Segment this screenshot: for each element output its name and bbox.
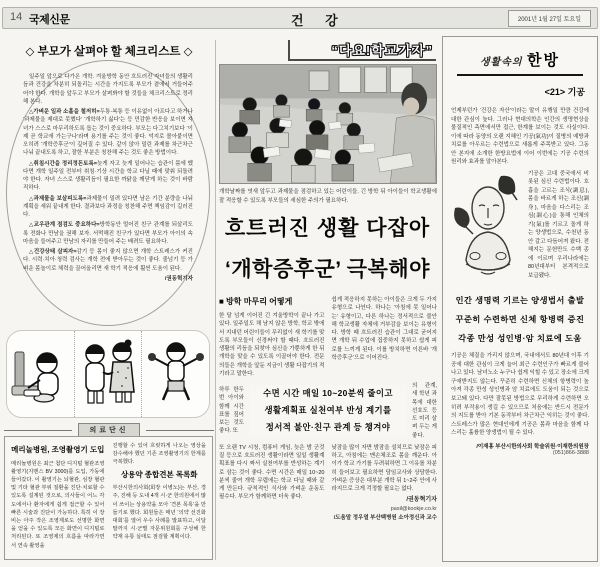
briefs-section-label: 의료단신 [78, 423, 139, 437]
reporter-email: pasil@kookje.co.kr [390, 506, 437, 513]
meditation-illustration [451, 172, 523, 284]
cartoon-handshake-icon [74, 331, 142, 417]
checklist-item: △건강상태 살피자=감기 등 몸이 좋지 않으면 개학 스트레스가 커진다. 시력·치아·청력 검사는 개학 전에 받아두는 것이 좋다. 줄넘기 등 가벼운 몸놀이로 체력을 끌어올리면 새 학기 적응에 훨씬 도움이 된다. [23, 249, 193, 272]
hanbang-pullquote [451, 291, 589, 349]
advisor-credit: /도움말 정우열 부산백병원 소아정신과 교수 [333, 514, 437, 521]
headline-line-2: ‘개학증후군’ 극복해야 [225, 258, 430, 281]
briefs-box [4, 436, 213, 560]
newspaper-logo: 국제신문 [29, 14, 70, 26]
hanbang-header-script: 생활속의 [479, 57, 523, 68]
cartoon-exercise-icon [141, 331, 209, 417]
body-column: 또 오랜 TV 시청, 컴퓨터 게임, 늦은 밤 군것질 등으로 흐트러진 생활이라면 일일 생활계획표를 다시 짜서 실천여부를 반성하는 계기로 삼는 것이 좋다. 수면 시간은 매일 10~20분씩 줄여 개학 무렵에는 학교 다닐 때와 같게 만든다. 규칙적인 식사와 가벼운 운동도 필수다. 부모가 함께하면 더욱 좋다. [219, 444, 325, 501]
briefs-column-2 [113, 442, 207, 554]
article-subhead: ■ 방학 마무리 어떻게 [219, 297, 293, 306]
checklist-item: △과제물을 보살피도록=과제물이 밀려 있다면 남은 기간 분량을 나눠 계획을 세워 끝내게 한다. 결과보다 과정을 칭찬해 주면 책임감이 길러진다. [23, 195, 193, 218]
brief-body: 메리놀병원은 최근 첨단 디지털 혈관조영촬영기(지멘스 BV 3000)를 도입, 가동에 들어갔다. 이 촬영기는 뇌혈관, 심장 혈관 및 기타 혈관 부위 질환을 진단·치료할 수 있도록 설계된 것으로, 의사들이 어느 각도에서나 환자에게 쉽게 접근할 수 있어 빠른 시술과 진단이 가능하다. 특히 이 장비는 아주 작은 조영제로도 선명한 화면을 얻을 수 있도록 모든 화면이 디지털로 처리된다. 또 조영제의 흐름을 따라가면서 연속 촬영을 [11, 460, 105, 549]
brief-body: 부산시한의사회(회장 이병노)는 부산, 경주, 진해 등 도내 4개 시·군 한의원에서 많이 쓰이는 상용약을 모아 ‘견본 목록’을 만들기로 했다. 회원들은 매년 ‘의약 선진화대회’를 열어 우수 사례를 발표하고, 이달 말까지 시·군별 자문위원회를 구성해 한약재 유통 실태도 점검할 계획이다. [112, 485, 206, 541]
hanbang-header [457, 49, 583, 76]
section-title: 건 강 [291, 13, 347, 28]
checklist-body [23, 73, 193, 315]
series-label: <21> 기공 [544, 87, 585, 97]
checklist-title: ◇ 부모가 살펴야 할 체크리스트 ◇ [25, 46, 193, 58]
hanbang-pullquote-line: 꾸준히 수련하면 신체 항병력 증진 [455, 314, 585, 324]
checklist-article [6, 60, 210, 326]
hanbang-side-text: 기공은 고대 중국에서 비롯된 심신 수련법이다. 호흡을 고르는 조식(調息), 몸을 바르게 하는 조신(調身), 마음을 다스리는 조심(調心)을 통해 인체의 기(氣)를 기르고 돌게 하는 양생법으로, 수천년 동안 갈고 다듬어져 왔다. 전해지는 문헌만도 수백 종에 이르며 우리나라에는 80년대부터 본격적으로 보급됐다. [528, 170, 589, 279]
campaign-banner [288, 40, 436, 61]
body-band-top [219, 296, 437, 378]
checklist-byline: /권동혁기자 [164, 275, 193, 282]
classroom-photo [219, 64, 437, 184]
hanbang-pullquote-line: 인간 생명력 기르는 양생법서 출발 [455, 295, 585, 305]
campaign-banner-text: “다요!학교가자” [331, 43, 433, 58]
headline-line-1: 흐트러진 생활 다잡아 [224, 217, 431, 240]
checklist-item: △교우관계 점검도 중요하다=방학동안 멀어진 친구 관계를 되살리도록 전화나 만남을 권해 보자. 서먹해진 친구가 있다면 부모가 아이의 속마음을 들어주고 만남의 자리를 만들어 주는 배려도 필요하다. [23, 222, 193, 245]
hanbang-header-title: 한방 [527, 52, 561, 69]
cartoon-strip [6, 330, 210, 418]
brief-body-continued: 진행할 수 있어 흐릿하게 나오는 영상을 감수해야 했던 기존 조영촬영기의 한계를 극복했다. [112, 443, 206, 466]
body-column: ■ 방학 마무리 어떻게 한 달 넘게 이어진 긴 겨울방학이 끝나 가고 있다. 일주일도 채 남지 않은 방학, 학교 밖에서 지내던 어린이들이 무리없이 새 학기를 맞도록 부모들이 신경써야 할 때다. 흐트러진 생활의 리듬을 되찾아 심신을 가뿐하게 한 뒤 개학을 맞을 수 있도록 이끌어야 한다. 전문의들은 개학을 앞둔 지금이 생활 다잡기의 적기라고 말한다. [219, 297, 325, 377]
pullquote-band [219, 382, 437, 440]
hanbang-mid-section [451, 170, 589, 286]
cartoon-homework-icon [7, 331, 74, 417]
body-column: 쉽게 적응하지 못하는 아이들은 크게 두 가지 유형으로 나뉜다. 하나는 ‘아침에 못 일어나는’ 유형이고, 다른 하나는 정서적으로 불안해 학교생활 자체에 거부감을 보이는 유형이다. 방학 때 흐트러진 습관이 그대로 굳어지면 개학 뒤 수업에 집중하지 못하고 쉽게 피로를 느끼게 된다. 이를 방치하면 이른바 ‘개학증후군’으로 이어진다. [331, 297, 437, 361]
photo-caption: 개학날짜를 엿새 앞두고 과제물을 점검하고 있는 어린이들. 긴 방학 뒤 아이들이 학교생활에 잘 적응할 수 있도록 부모들의 세심한 주의가 필요하다. [219, 189, 437, 204]
pullquote-line: 생활계획표 실천여부 반성 계기를 [264, 405, 392, 416]
article-signature [332, 496, 438, 522]
pullquote-line: 정서적 불안·친구 관계 등 챙겨야 [265, 422, 391, 433]
rule-line [4, 430, 72, 431]
page-number: 14 [10, 11, 23, 23]
brief-title: 상용약 종합견본 목록화 [120, 469, 198, 479]
hanbang-byline: /이재홍 부산시한의사회 학술위원·이재한의원장 [476, 443, 589, 450]
pullquote-line: 수면 시간 매일 10~20분씩 줄이고 [263, 388, 393, 399]
hanbang-phone: (051)866-3888 [552, 449, 589, 456]
checklist-item: △취침시간을 정리정돈토록=늦게 자고 늦게 일어나는 습관이 몸에 뱄다면 개학 일주일 전부터 취침·기상 시간을 학교 다닐 때에 맞춰 되돌려야 한다. 자녀 스스로 생활리듬이 필요한 까닭을 깨닫게 하는 것이 바람직하다. [23, 160, 193, 192]
main-article-body [219, 296, 437, 522]
body-sliver-left: 하루 한두 번 아이와 함께 시간표를 짚어 보는 것도 좋다. 또 [219, 387, 244, 435]
hanbang-body: 기공은 체질을 가리지 않으며, 국내에서도 80년대 이후 기공에 대한 관심이 크게 늘어 최근 수련인구가 빠르게 불어나고 있다. 남녀노소 누구나 쉽게 익힐 수 있고 장소에 크게 구애받지도 않는다. 꾸준히 수련하면 신체의 항병력이 높아져 각종 만성 성인병과 암 치료에도 도움이 되는 것으로 보고돼 있다. 다만 잘못된 방법으로 무리하게 수련하면 오히려 부작용이 생길 수 있으므로 처음에는 반드시 전문가의 지도를 받아 기본 동작부터 차근차근 익히는 것이 좋다. 스트레스가 많은 현대인에게 기공은 몸과 마음을 함께 다스리는 훌륭한 양생법이 될 수 있다. [451, 353, 589, 437]
body-band-bottom [219, 444, 437, 522]
checklist-item: △가벼운 일과 소홀을 철저히=두통·복통 등 이유없이 아프다고 하거나 ‘과제물을 제대로 못했다’ ‘개학하기 싫다’는 등 민감한 반응을 보이면 자녀가 스스로 마무리하도록 돕는 것이 중요하다. 부모는 다그치기보다 ‘이제 곧 학교에 가는구나’라며 용기를 주는 것이 좋다. 억지로 몰아붙이면 오히려 ‘개학증후군’이 깊어질 수 있다. 같이 앉아 밀린 과제를 차근차근 나눠 끝내도록 하고, 잘한 부분은 칭찬해 주는 것도 좋은 방법이다. [23, 109, 193, 157]
reporter-byline: /권동혁기자 [406, 497, 437, 504]
column-divider [215, 40, 216, 560]
briefs-column-1 [11, 442, 105, 554]
briefs-section-header [4, 423, 214, 437]
pullquote [249, 385, 407, 437]
rule-line [146, 430, 214, 431]
date-label: 2001년 1월 27일 토요일 [508, 10, 591, 27]
main-headline [217, 212, 438, 283]
masthead [2, 7, 598, 29]
hanbang-intro: 언제부턴가 ‘건강은 자산’이라는 말이 유행일 만큼 건강에 대한 관심이 높다. 그러나 현대의학은 인간의 생명현상을 물질적인 측면에서만 접근, 한계를 보이는 것도 사실이다. 이에 따라 동양의 오랜 지혜인 기공(氣功)이 질병의 예방과 치료를 아우르는 수련법으로 새롭게 주목받고 있다. 그동안 본지에 소개한 한방요법에 이어 이번에는 기공 수련의 원리와 효과를 알아본다. [451, 108, 589, 166]
body-sliver-right: 의 관계, 새 학년 과목에 대한 선호도 등도 미리 살펴 두는 게 좋다. [412, 383, 437, 439]
checklist-intro: 일주일 앞으로 다가온 개학. 겨울방학 동안 흐트러진 자녀들의 생활리듬과 건강을 차분히 되돌리는 시간을 가지도록 부모가 곁에서 거들어주어야 한다. 개학을 앞두고 부모가 살펴봐야 할 것들을 체크리스트로 정리해 본다. [23, 74, 193, 105]
body-column: 낮잠을 많이 자면 밤잠을 설치므로 낮잠은 피하고, 아침에는 맨손체조로 몸을 깨운다. 아이가 학교 가기를 두려워하면 그 이유를 차분히 들어보고 필요하면 담임교사와 상담한다. 가벼운 증상은 대부분 개학 뒤 1~2주 안에 사라지므로 크게 걱정할 필요는 없다. /권동혁기자 pasil@kookje.co.kr /도움말 정우열 부산백병원 소아정신과 교수 [331, 444, 437, 521]
hanbang-pullquote-line: 각종 만성 성인병·암 치료에 도움 [458, 334, 582, 344]
hanbang-column [442, 36, 598, 562]
brief-title: 메리놀병원, 조영촬영기 도입 [11, 445, 105, 454]
